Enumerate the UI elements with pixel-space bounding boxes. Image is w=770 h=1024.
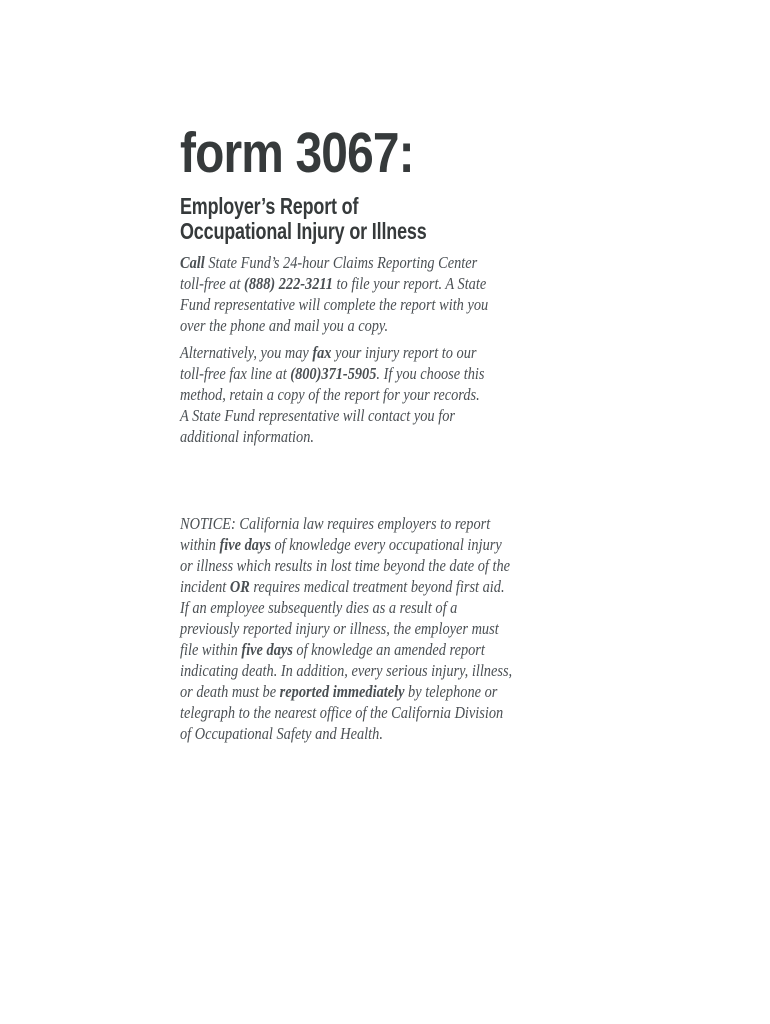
paragraph-line: Call State Fund’s 24-hour Claims Reporting Center bbox=[180, 253, 478, 272]
paragraph-line: A State Fund representative will contact you for bbox=[180, 406, 455, 425]
paragraph-line: indicating death. In addition, every serious injury, illness, bbox=[180, 661, 513, 680]
paragraph-line: toll-free fax line at (800)371-5905. If you choose this bbox=[180, 364, 485, 383]
form-subtitle-line1: Employer’s Report of bbox=[180, 193, 359, 219]
form-title: form 3067: bbox=[180, 121, 414, 185]
paragraph-line: Alternatively, you may fax your injury report to our bbox=[180, 343, 477, 362]
paragraph-line: previously reported injury or illness, the employer must bbox=[180, 619, 499, 638]
paragraph-line: file within five days of knowledge an amended report bbox=[180, 640, 485, 659]
fax-instructions-paragraph bbox=[180, 342, 563, 447]
form-subtitle bbox=[180, 194, 427, 244]
paragraph-line: additional information. bbox=[180, 427, 314, 446]
paragraph-line: or illness which results in lost time beyond the date of the bbox=[180, 556, 511, 575]
phone-instructions-paragraph bbox=[180, 252, 563, 336]
notice-paragraph bbox=[180, 513, 563, 744]
paragraph-line: of Occupational Safety and Health. bbox=[180, 724, 383, 743]
paragraph-line: over the phone and mail you a copy. bbox=[180, 316, 389, 335]
paragraph-line: within five days of knowledge every occupational injury bbox=[180, 535, 502, 554]
paragraph-line: toll-free at (888) 222-3211 to file your report. A State bbox=[180, 274, 487, 293]
paragraph-line: or death must be reported immediately by telephone or bbox=[180, 682, 498, 701]
paragraph-line: If an employee subsequently dies as a result of a bbox=[180, 598, 458, 617]
paragraph-line: NOTICE: California law requires employers to report bbox=[180, 514, 491, 533]
form-subtitle-line2: Occupational Injury or Illness bbox=[180, 218, 427, 244]
paragraph-line: method, retain a copy of the report for your records. bbox=[180, 385, 480, 404]
paragraph-line: incident OR requires medical treatment beyond first aid. bbox=[180, 577, 505, 596]
paragraph-line: Fund representative will complete the report with you bbox=[180, 295, 489, 314]
paragraph-line: telegraph to the nearest office of the California Division bbox=[180, 703, 504, 722]
